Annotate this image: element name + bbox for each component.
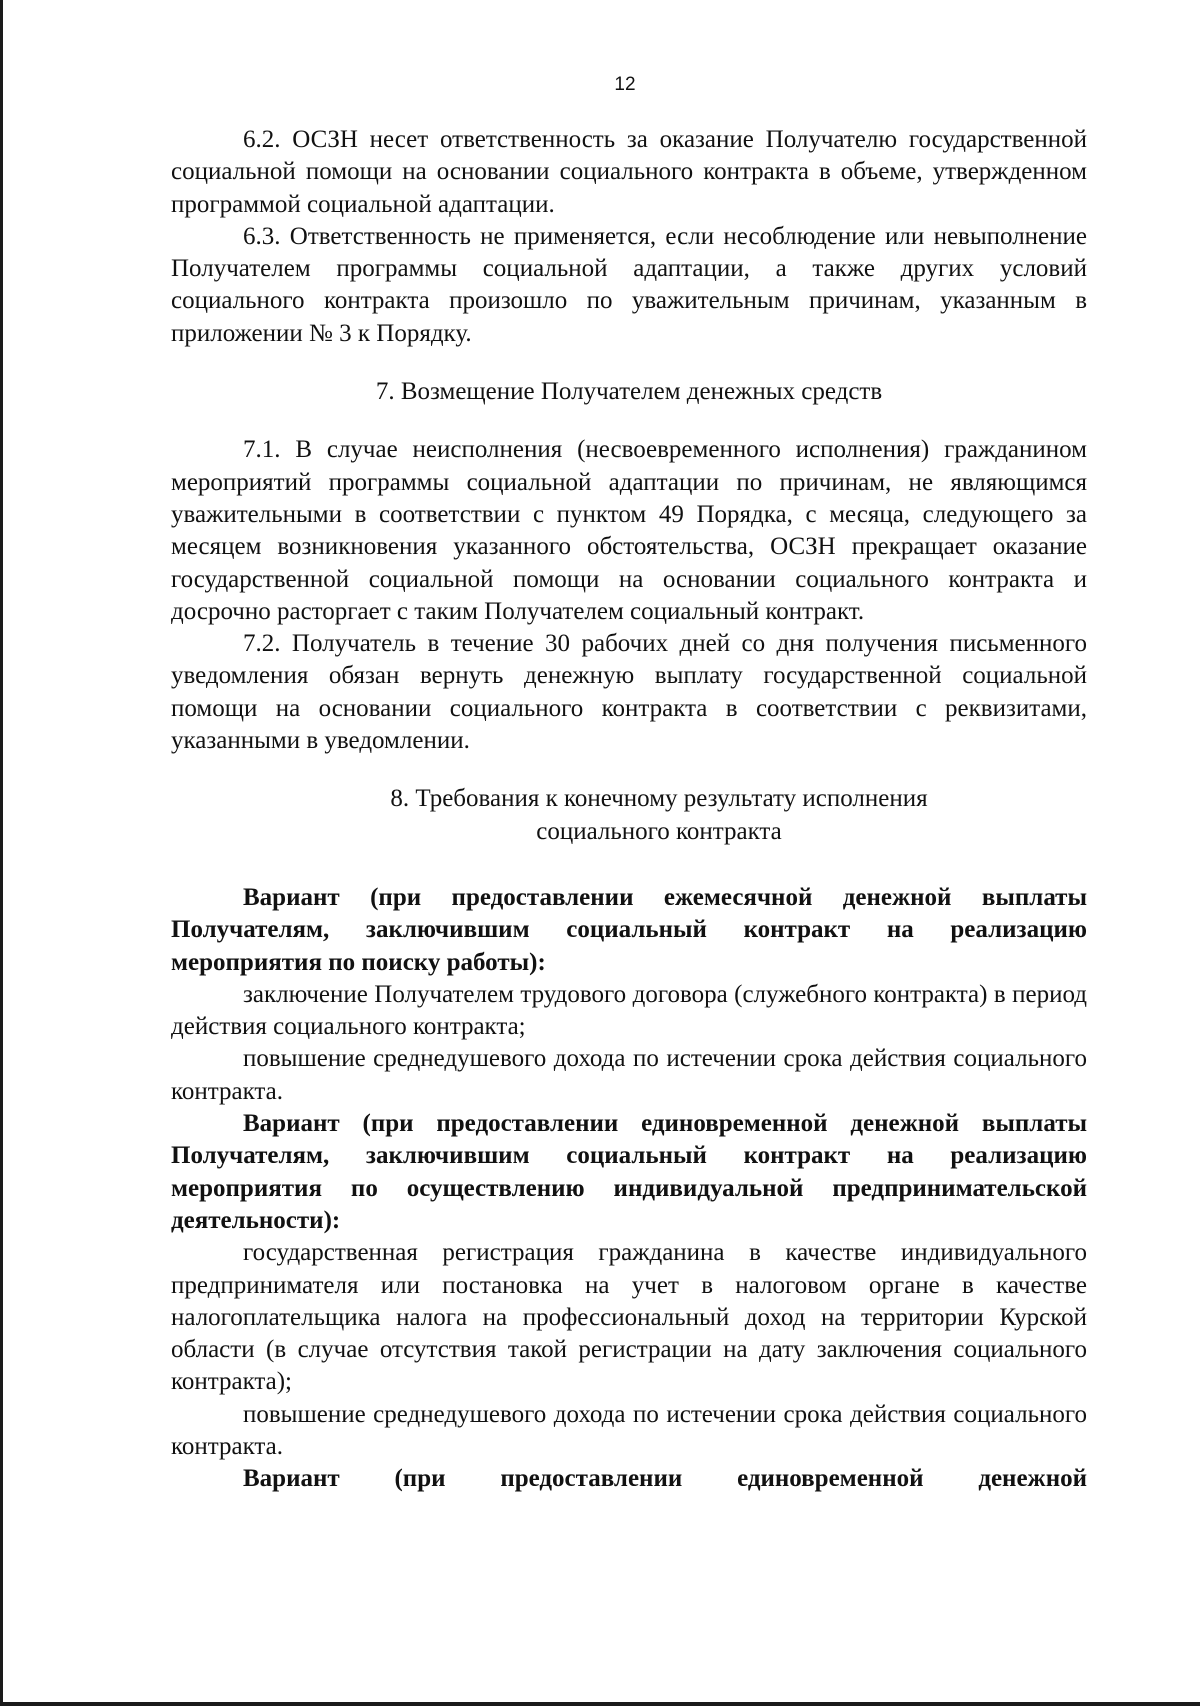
paragraph-6-2: 6.2. ОСЗН несет ответственность за оказание Получателю государственной социальной помощи на основании социального контракта в объеме, утвержденном программой социальной адаптации.	[171, 126, 1087, 218]
variant-2-heading: Вариант (при предоставлении единовременной денежной выплаты Получателям, заключившим социальный контракт на реализацию мероприятия по осуществлению индивидуальной предпринимательской деятельности):	[171, 1110, 1087, 1234]
document-body	[171, 124, 1087, 1496]
section-8-title	[171, 783, 1087, 848]
page-number: 12	[614, 74, 636, 95]
section-8-title-line-2: социального контракта	[536, 817, 782, 845]
variant-2-item-1: государственная регистрация гражданина в качестве индивидуального предпринимателя или постановка на учет в налоговом органе в качестве налогоплательщика налога на профессиональный доход на территории Курской области (в случае отсутствия такой регистрации на дату заключения социального контракта);	[171, 1239, 1087, 1396]
variant-1-heading: Вариант (при предоставлении ежемесячной денежной выплаты Получателям, заключившим социальный контракт на реализацию мероприятия по поиску работы):	[171, 883, 1087, 976]
section-8-title-line-1: 8. Требования к конечному результату исполнения	[390, 785, 928, 813]
variant-1-item-1: заключение Получателем трудового договора (служебного контракта) в период действия социального контракта;	[171, 980, 1087, 1041]
section-7-title: 7. Возмещение Получателем денежных средств	[375, 378, 883, 406]
paragraph-6-3: 6.3. Ответственность не применяется, если несоблюдение или невыполнение Получателем программы социальной адаптации, а также других условий социального контракта произошло по уважительным причинам, указанным в приложении № 3 к Порядку.	[171, 222, 1087, 347]
scan-bottom-edge	[0, 1702, 1200, 1706]
scan-left-edge	[0, 0, 3, 1706]
variant-2-item-2: повышение среднедушевого дохода по истечении срока действия социального контракта.	[171, 1400, 1087, 1460]
variant-3-heading-start: Вариант (при предоставлении единовременной денежной	[243, 1465, 1087, 1493]
variant-1-item-2: повышение среднедушевого дохода по истечении срока действия социального контракта.	[171, 1045, 1087, 1105]
paragraph-7-2: 7.2. Получатель в течение 30 рабочих дней со дня получения письменного уведомления обязан вернуть денежную выплату государственной социальной помощи на основании социального контракта в соответствии с реквизитами, указанными в уведомлении.	[171, 630, 1087, 755]
paragraph-7-1: 7.1. В случае неисполнения (несвоевременного исполнения) гражданином мероприятий программы социальной адаптации по причинам, не являющимся уважительными в соответствии с пунктом 49 Порядка, с месяца, следующего за месяцем возникновения указанного обстоятельства, ОСЗН прекращает оказание государственной социальной помощи на основании социального контракта и досрочно расторгает с таким Получателем социальный контракт.	[171, 436, 1087, 625]
